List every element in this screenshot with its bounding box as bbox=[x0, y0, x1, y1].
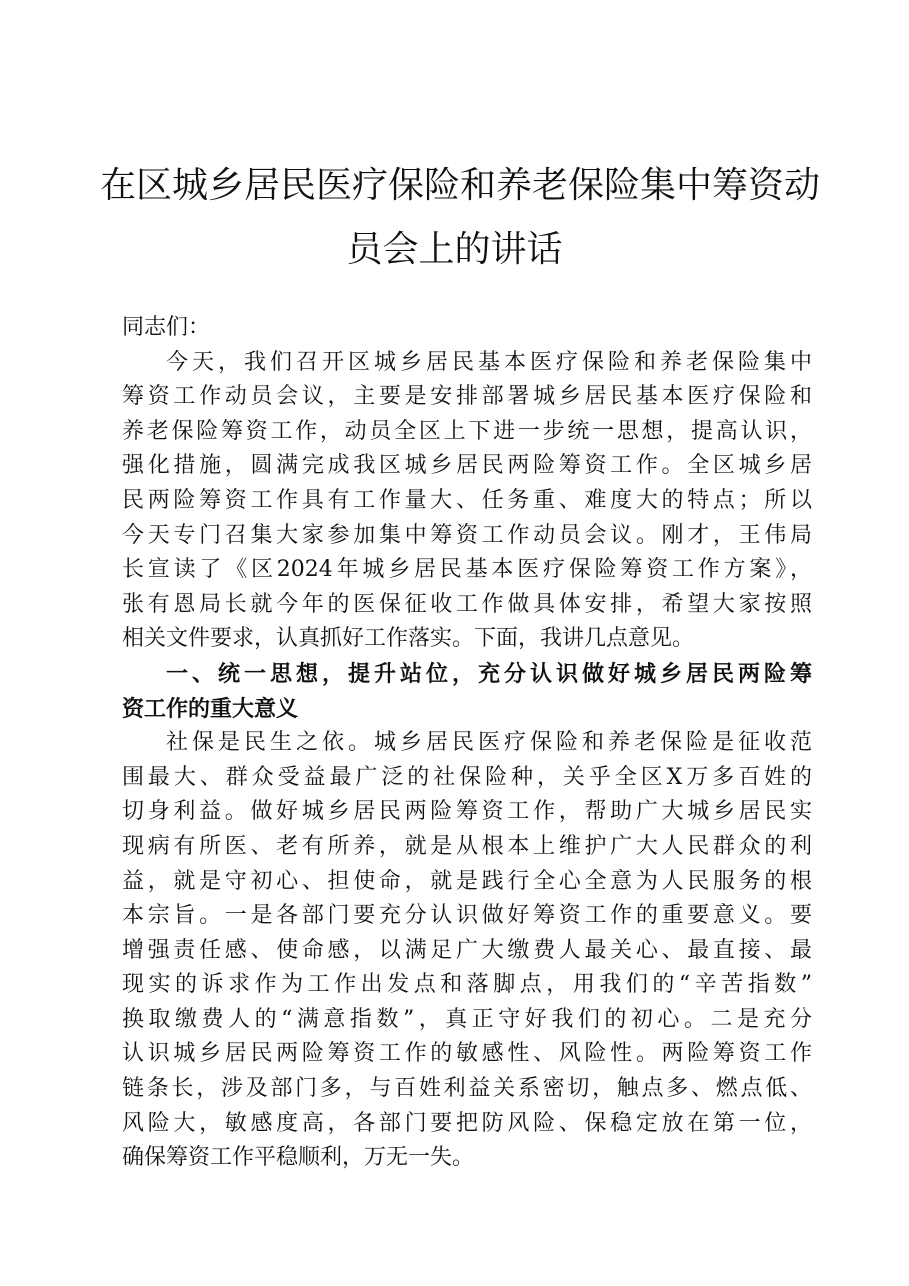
document-body bbox=[122, 311, 812, 1176]
document-title-line-1: 在区城乡居民医疗保险和养老保险集中筹资动 bbox=[100, 165, 821, 206]
paragraph-line: 社保是民生之依。城乡居民医疗保险和养老保险是征收范 bbox=[166, 730, 812, 756]
paragraph-line: 切身利益。做好城乡居民两险筹资工作，帮助广大城乡居民实 bbox=[122, 799, 812, 825]
paragraph-1 bbox=[122, 346, 812, 657]
paragraph-line: 本宗旨。一是各部门要充分认识做好筹资工作的重要意义。要 bbox=[122, 903, 812, 929]
paragraph-line: 养老保险筹资工作，动员全区上下进一步统一思想，提高认识， bbox=[122, 418, 812, 444]
paragraph-line: 确保筹资工作平稳顺利，万无一失。 bbox=[122, 1145, 475, 1171]
heading-line: 资工作的重大意义 bbox=[122, 695, 299, 722]
paragraph-line: 长宣读了《区2024年城乡居民基本医疗保险筹资工作方案》， bbox=[122, 557, 812, 583]
document-title-line-2: 员会上的讲话 bbox=[346, 229, 563, 270]
paragraph-line: 张有恩局长就今年的医保征收工作做具体安排，希望大家按照 bbox=[122, 591, 812, 617]
paragraph-line: 换取缴费人的“满意指数”，真正守好我们的初心。二是充分 bbox=[122, 1006, 812, 1032]
paragraph-line: 相关文件要求，认真抓好工作落实。下面，我讲几点意见。 bbox=[122, 626, 695, 652]
salutation: 同志们： bbox=[122, 315, 211, 340]
heading-line: 一、统一思想，提升站位，充分认识做好城乡居民两险筹 bbox=[166, 660, 812, 687]
paragraph-line: 链条长，涉及部门多，与百姓利益关系密切，触点多、燃点低、 bbox=[122, 1076, 812, 1102]
paragraph-line: 今天，我们召开区城乡居民基本医疗保险和养老保险集中 bbox=[166, 349, 812, 375]
paragraph-line: 强化措施，圆满完成我区城乡居民两险筹资工作。全区城乡居 bbox=[122, 453, 812, 479]
paragraph-line: 益，就是守初心、担使命，就是践行全心全意为人民服务的根 bbox=[122, 868, 812, 894]
paragraph-line: 筹资工作动员会议，主要是安排部署城乡居民基本医疗保险和 bbox=[122, 384, 812, 410]
paragraph-2 bbox=[122, 726, 812, 1176]
paragraph-line: 围最大、群众受益最广泛的社保险种，关乎全区X万多百姓的 bbox=[122, 764, 812, 790]
paragraph-line: 认识城乡居民两险筹资工作的敏感性、风险性。两险筹资工作 bbox=[122, 1041, 812, 1067]
section-heading-1 bbox=[122, 657, 812, 726]
paragraph-line: 增强责任感、使命感，以满足广大缴费人最关心、最直接、最 bbox=[122, 937, 812, 963]
paragraph-line: 现病有所医、老有所养，就是从根本上维护广大人民群众的利 bbox=[122, 833, 812, 859]
paragraph-line: 民两险筹资工作具有工作量大、任务重、难度大的特点；所以 bbox=[122, 487, 812, 513]
paragraph-line: 风险大，敏感度高，各部门要把防风险、保稳定放在第一位， bbox=[122, 1110, 812, 1136]
paragraph-line: 现实的诉求作为工作出发点和落脚点，用我们的“辛苦指数” bbox=[122, 972, 812, 998]
paragraph-line: 今天专门召集大家参加集中筹资工作动员会议。刚才，王伟局 bbox=[122, 522, 812, 548]
